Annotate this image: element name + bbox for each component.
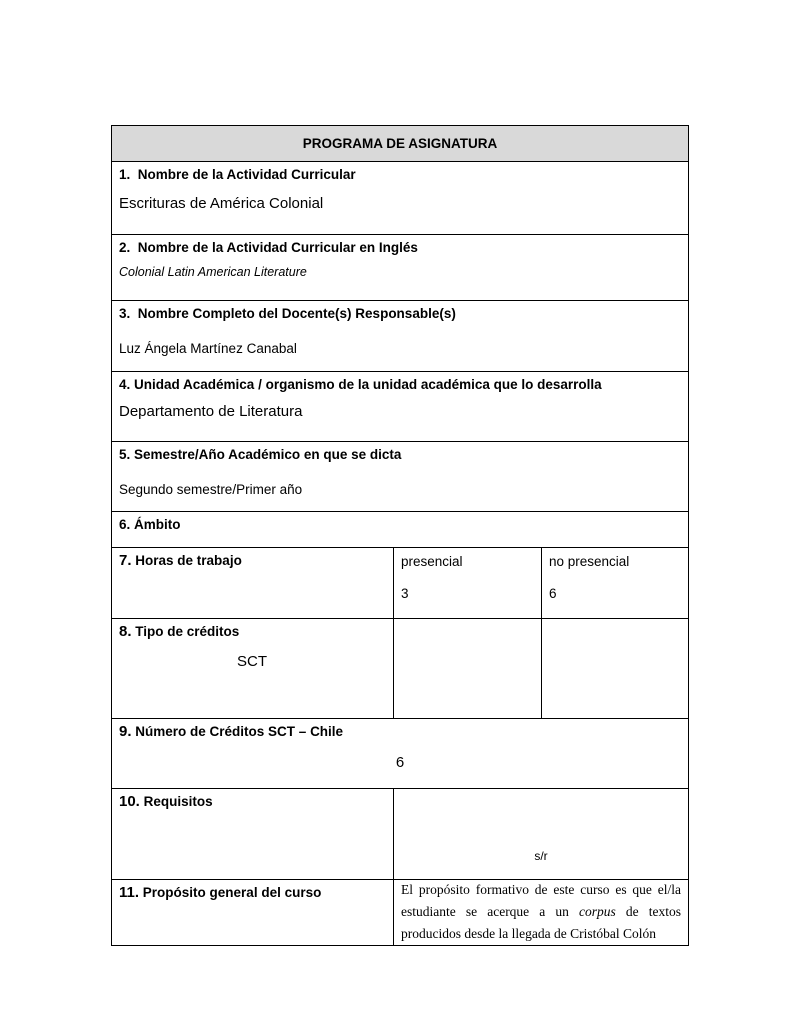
field-creditos-tipo xyxy=(112,619,394,719)
field-number: 8. xyxy=(119,623,132,640)
presencial-value: 3 xyxy=(401,586,409,601)
field-value: Departamento de Literatura xyxy=(119,403,303,420)
field-ambito xyxy=(112,512,689,548)
field-label: Número de Créditos SCT – Chile xyxy=(135,724,344,739)
field-creditos-num xyxy=(112,719,689,789)
field-number: 4. xyxy=(119,377,131,392)
field-label: Requisitos xyxy=(143,794,213,809)
presencial-label: presencial xyxy=(401,554,463,569)
form-title: PROGRAMA DE ASIGNATURA xyxy=(302,136,498,151)
form-title-cell xyxy=(112,126,689,162)
proposito-paragraph: El propósito formativo de este curso es que el/la estudiante se acerque a un corpus de textos producidos desde la llegada de Cristóbal Colón xyxy=(401,882,682,941)
field-label: Semestre/Año Académico en que se dicta xyxy=(134,447,402,462)
field-number: 10. xyxy=(119,793,140,810)
field-requisitos xyxy=(112,789,394,880)
field-horas xyxy=(112,548,394,619)
emphasis-corpus: corpus xyxy=(579,904,616,919)
horas-no-presencial-cell xyxy=(542,548,689,619)
creditos-empty-cell-1 xyxy=(394,619,542,719)
field-value: SCT xyxy=(237,653,267,670)
field-number: 7. xyxy=(119,552,132,569)
field-number: 11. xyxy=(119,884,140,901)
field-proposito xyxy=(112,880,394,946)
field-label: Unidad Académica / organismo de la unidad académica que lo desarrolla xyxy=(134,377,602,392)
field-number: 5. xyxy=(119,447,131,462)
no-presencial-value: 6 xyxy=(549,586,557,601)
field-value: 6 xyxy=(395,754,405,771)
field-number: 1. xyxy=(119,167,131,182)
field-label: Ámbito xyxy=(134,517,181,532)
field-label: Propósito general del curso xyxy=(142,885,322,900)
no-presencial-label: no presencial xyxy=(549,554,630,569)
field-label: Horas de trabajo xyxy=(135,553,242,568)
field-number: 2. xyxy=(119,240,131,255)
field-label: Nombre de la Actividad Curricular en Inglés xyxy=(137,240,418,255)
field-docente xyxy=(112,301,689,372)
field-unidad xyxy=(112,372,689,442)
course-program-form xyxy=(111,125,689,946)
field-number: 3. xyxy=(119,306,131,321)
field-value: Escrituras de América Colonial xyxy=(119,195,324,212)
field-nombre-ingles xyxy=(112,235,689,301)
proposito-text-cell xyxy=(394,880,689,946)
field-number: 9. xyxy=(119,723,132,740)
field-nombre xyxy=(112,162,689,235)
field-value: Colonial Latin American Literature xyxy=(119,265,307,279)
requisitos-value-cell xyxy=(394,789,689,880)
field-label: Tipo de créditos xyxy=(135,624,240,639)
field-label: Nombre de la Actividad Curricular xyxy=(137,167,356,182)
field-label: Nombre Completo del Docente(s) Responsable(s) xyxy=(137,306,456,321)
creditos-empty-cell-2 xyxy=(542,619,689,719)
field-number: 6. xyxy=(119,517,131,532)
field-value: Segundo semestre/Primer año xyxy=(119,482,303,497)
horas-presencial-cell xyxy=(394,548,542,619)
field-value: s/r xyxy=(534,849,548,863)
field-value: Luz Ángela Martínez Canabal xyxy=(119,341,297,356)
field-semestre xyxy=(112,442,689,512)
